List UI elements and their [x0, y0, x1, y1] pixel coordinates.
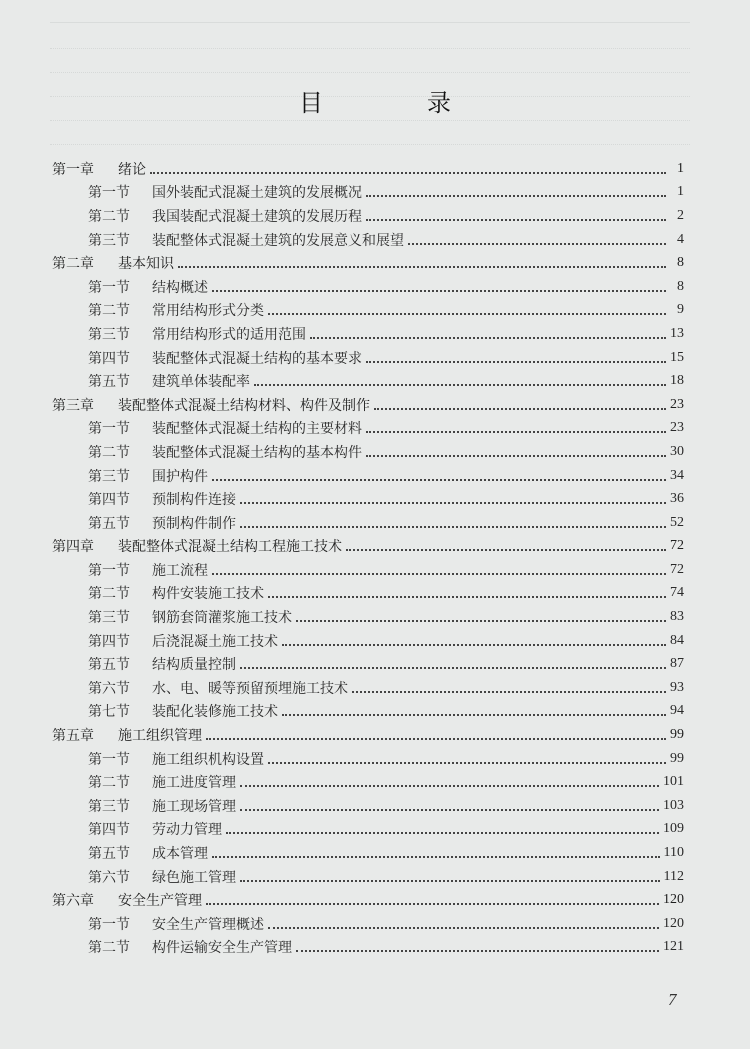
entry-number: 第四节: [88, 492, 130, 509]
dot-leader: [212, 573, 666, 575]
entry-number: 第三节: [88, 468, 130, 485]
entry-page: 120: [663, 892, 684, 908]
entry-number: 第一节: [88, 279, 130, 296]
dot-leader: [296, 620, 666, 622]
toc-section-entry: [52, 747, 684, 771]
entry-title: 成本管理: [152, 846, 208, 863]
toc-section-entry: [52, 511, 684, 535]
dot-leader: [268, 313, 666, 315]
dot-leader: [366, 431, 666, 433]
entry-number: 第一节: [88, 751, 130, 768]
entry-page: 18: [670, 373, 684, 389]
entry-page: 72: [670, 538, 684, 554]
entry-page: 110: [663, 845, 684, 861]
entry-number: 第一节: [88, 421, 130, 438]
toc-section-entry: [52, 794, 684, 818]
entry-number: 第六节: [88, 869, 130, 886]
entry-title: 装配整体式混凝土结构的基本构件: [152, 444, 362, 461]
entry-number: 第三节: [88, 326, 130, 343]
toc-chapter-entry: [52, 535, 684, 559]
entry-number: 第五章: [52, 728, 94, 745]
entry-page: 36: [670, 491, 684, 507]
entry-title: 装配化装修施工技术: [152, 704, 278, 721]
toc-section-entry: [52, 912, 684, 936]
bleed-through-rule: [50, 22, 690, 23]
toc-section-entry: [52, 558, 684, 582]
entry-title: 结构质量控制: [152, 657, 236, 674]
entry-title: 绿色施工管理: [152, 869, 236, 886]
entry-page: 112: [663, 868, 684, 884]
entry-page: 23: [670, 396, 684, 412]
page-number: 7: [668, 990, 677, 1009]
entry-title: 装配整体式混凝土结构的主要材料: [152, 421, 362, 438]
bleed-through-line: [50, 120, 690, 121]
dot-leader: [352, 691, 666, 693]
entry-title: 安全生产管理: [118, 893, 202, 910]
bleed-through-line: [50, 144, 690, 145]
entry-title: 装配整体式混凝土结构工程施工技术: [118, 539, 342, 556]
toc-chapter-entry: [52, 251, 684, 275]
entry-number: 第一节: [88, 562, 130, 579]
entry-title: 绪论: [118, 161, 146, 178]
toc-section-entry: [52, 818, 684, 842]
entry-number: 第一节: [88, 185, 130, 202]
entry-number: 第二章: [52, 256, 94, 273]
entry-page: 99: [670, 727, 684, 743]
dot-leader: [240, 785, 659, 787]
entry-page: 94: [670, 703, 684, 719]
entry-title: 构件安装施工技术: [152, 586, 264, 603]
toc-chapter-entry: [52, 723, 684, 747]
toc-section-entry: [52, 700, 684, 724]
toc-section-entry: [52, 652, 684, 676]
toc-section-entry: [52, 605, 684, 629]
toc-chapter-entry: [52, 393, 684, 417]
entry-title: 国外装配式混凝土建筑的发展概况: [152, 185, 362, 202]
entry-page: 15: [670, 349, 684, 365]
entry-title: 劳动力管理: [152, 822, 222, 839]
dot-leader: [254, 384, 666, 386]
dot-leader: [282, 714, 666, 716]
dot-leader: [310, 337, 666, 339]
entry-page: 9: [677, 302, 684, 318]
entry-number: 第五节: [88, 846, 130, 863]
toc-chapter-entry: [52, 888, 684, 912]
table-of-contents: [52, 157, 684, 959]
entry-number: 第三节: [88, 232, 130, 249]
entry-title: 施工组织机构设置: [152, 751, 264, 768]
toc-section-entry: [52, 346, 684, 370]
bleed-through-line: [50, 72, 690, 73]
entry-page: 23: [670, 420, 684, 436]
entry-number: 第三章: [52, 397, 94, 414]
entry-title: 后浇混凝土施工技术: [152, 633, 278, 650]
dot-leader: [150, 172, 666, 174]
entry-number: 第四节: [88, 633, 130, 650]
entry-number: 第一章: [52, 161, 94, 178]
toc-section-entry: [52, 299, 684, 323]
entry-title: 结构概述: [152, 279, 208, 296]
toc-section-entry: [52, 181, 684, 205]
toc-section-entry: [52, 582, 684, 606]
dot-leader: [212, 479, 666, 481]
entry-page: 1: [677, 160, 684, 176]
entry-number: 第一节: [88, 916, 130, 933]
dot-leader: [366, 361, 666, 363]
dot-leader: [206, 903, 659, 905]
entry-page: 8: [677, 278, 684, 294]
entry-page: 109: [663, 821, 684, 837]
entry-page: 72: [670, 561, 684, 577]
entry-number: 第三节: [88, 798, 130, 815]
dot-leader: [268, 596, 666, 598]
entry-title: 装配整体式混凝土结构的基本要求: [152, 350, 362, 367]
entry-number: 第五节: [88, 515, 130, 532]
entry-page: 103: [663, 797, 684, 813]
dot-leader: [240, 880, 660, 882]
bleed-through-line: [50, 48, 690, 49]
dot-leader: [282, 644, 666, 646]
toc-section-entry: [52, 204, 684, 228]
entry-title: 预制构件制作: [152, 515, 236, 532]
dot-leader: [226, 832, 659, 834]
dot-leader: [296, 950, 659, 952]
toc-section-entry: [52, 936, 684, 960]
entry-page: 74: [670, 585, 684, 601]
entry-title: 基本知识: [118, 256, 174, 273]
entry-title: 施工组织管理: [118, 728, 202, 745]
dot-leader: [240, 809, 659, 811]
entry-number: 第二节: [88, 940, 130, 957]
toc-section-entry: [52, 865, 684, 889]
page-title: 目 录: [299, 89, 491, 117]
entry-number: 第三节: [88, 610, 130, 627]
entry-title: 常用结构形式分类: [152, 303, 264, 320]
dot-leader: [366, 219, 666, 221]
toc-section-entry: [52, 676, 684, 700]
entry-title: 施工流程: [152, 562, 208, 579]
dot-leader: [212, 856, 660, 858]
toc-section-entry: [52, 629, 684, 653]
dot-leader: [212, 290, 666, 292]
toc-section-entry: [52, 770, 684, 794]
dot-leader: [206, 738, 666, 740]
toc-section-entry: [52, 487, 684, 511]
entry-number: 第四节: [88, 822, 130, 839]
entry-page: 1: [677, 184, 684, 200]
entry-page: 13: [670, 325, 684, 341]
entry-page: 87: [670, 656, 684, 672]
toc-section-entry: [52, 369, 684, 393]
dot-leader: [346, 549, 666, 551]
toc-section-entry: [52, 275, 684, 299]
entry-title: 常用结构形式的适用范围: [152, 326, 306, 343]
entry-number: 第四章: [52, 539, 94, 556]
toc-section-entry: [52, 440, 684, 464]
entry-number: 第二节: [88, 303, 130, 320]
entry-number: 第六章: [52, 893, 94, 910]
toc-section-entry: [52, 464, 684, 488]
toc-section-entry: [52, 322, 684, 346]
entry-number: 第二节: [88, 775, 130, 792]
entry-page: 8: [677, 255, 684, 271]
dot-leader: [240, 526, 666, 528]
dot-leader: [268, 762, 666, 764]
dot-leader: [366, 455, 666, 457]
entry-page: 99: [670, 750, 684, 766]
entry-title: 预制构件连接: [152, 492, 236, 509]
toc-section-entry: [52, 417, 684, 441]
entry-title: 装配整体式混凝土建筑的发展意义和展望: [152, 232, 404, 249]
entry-page: 101: [663, 774, 684, 790]
entry-title: 施工进度管理: [152, 775, 236, 792]
entry-page: 83: [670, 609, 684, 625]
entry-page: 120: [663, 915, 684, 931]
entry-title: 水、电、暖等预留预埋施工技术: [152, 680, 348, 697]
dot-leader: [366, 195, 666, 197]
entry-number: 第七节: [88, 704, 130, 721]
dot-leader: [374, 408, 666, 410]
entry-title: 围护构件: [152, 468, 208, 485]
entry-number: 第二节: [88, 586, 130, 603]
dot-leader: [408, 243, 666, 245]
toc-section-entry: [52, 841, 684, 865]
entry-number: 第二节: [88, 208, 130, 225]
entry-number: 第五节: [88, 374, 130, 391]
entry-number: 第四节: [88, 350, 130, 367]
entry-page: 34: [670, 467, 684, 483]
entry-page: 84: [670, 632, 684, 648]
entry-page: 2: [677, 207, 684, 223]
dot-leader: [240, 667, 666, 669]
entry-title: 我国装配式混凝土建筑的发展历程: [152, 208, 362, 225]
toc-chapter-entry: [52, 157, 684, 181]
entry-number: 第二节: [88, 444, 130, 461]
dot-leader: [178, 266, 666, 268]
entry-title: 构件运输安全生产管理: [152, 940, 292, 957]
entry-page: 30: [670, 443, 684, 459]
entry-title: 安全生产管理概述: [152, 916, 264, 933]
entry-number: 第六节: [88, 680, 130, 697]
entry-page: 93: [670, 679, 684, 695]
entry-page: 52: [670, 514, 684, 530]
toc-section-entry: [52, 228, 684, 252]
dot-leader: [268, 927, 659, 929]
entry-number: 第五节: [88, 657, 130, 674]
entry-title: 施工现场管理: [152, 798, 236, 815]
entry-page: 4: [677, 231, 684, 247]
entry-title: 装配整体式混凝土结构材料、构件及制作: [118, 397, 370, 414]
dot-leader: [240, 502, 666, 504]
entry-title: 建筑单体装配率: [152, 374, 250, 391]
entry-page: 121: [663, 939, 684, 955]
entry-title: 钢筋套筒灌浆施工技术: [152, 610, 292, 627]
